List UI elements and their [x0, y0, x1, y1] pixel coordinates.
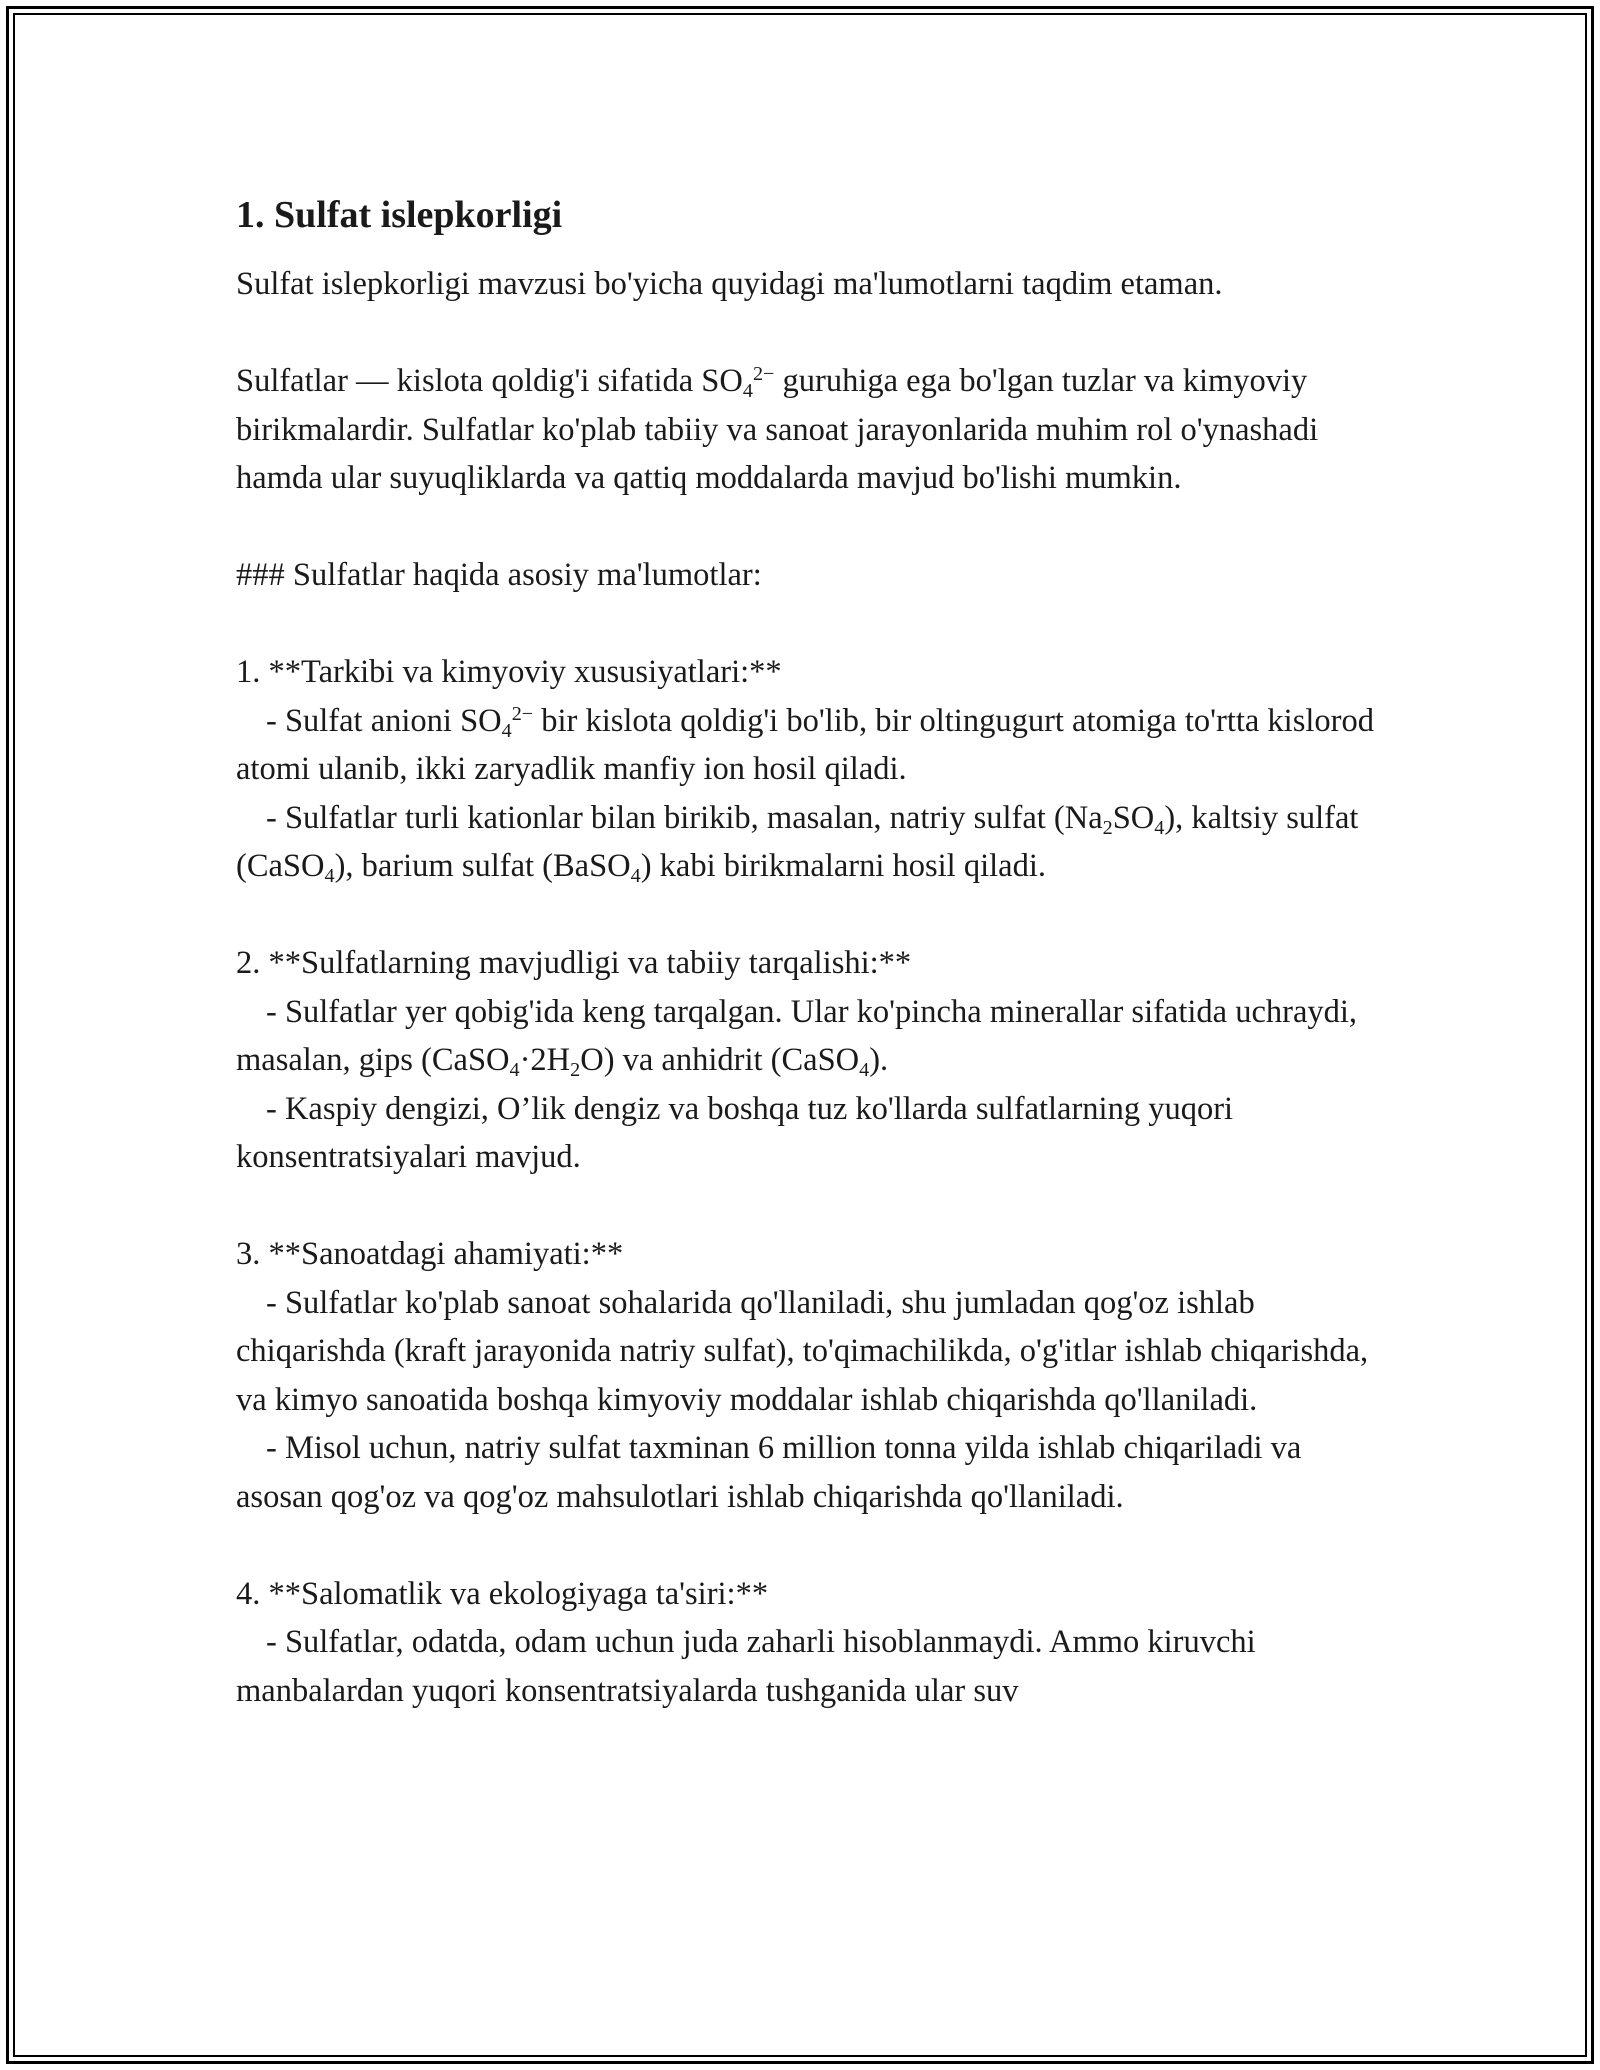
- spacer: [236, 1521, 1376, 1570]
- spacer: [236, 503, 1376, 552]
- spacer: [236, 891, 1376, 940]
- document-title: 1. Sulfat islepkorligi: [236, 194, 563, 236]
- subscript: 2: [1102, 816, 1113, 839]
- subscript: 4: [859, 1059, 870, 1082]
- bullet-text: - Sulfatlar turli kationlar bilan birikib, masalan, natriy sulfat (Na: [266, 799, 1103, 836]
- subscript: 4: [501, 719, 512, 742]
- bullet-text: - Sulfatlar yer qobig'ida keng tarqalgan. Ular ko'pincha minerallar sifatida uchraydi, masalan, gips (CaSO: [236, 993, 1358, 1078]
- section-1-heading: 1. **Tarkibi va kimyoviy xususiyatlari:**: [236, 654, 782, 690]
- section-heading: ### Sulfatlar haqida asosiy ma'lumotlar:: [236, 557, 762, 593]
- section-1-bullet-2: [236, 794, 1376, 891]
- bullet-text: SO: [1112, 799, 1155, 836]
- superscript: 2−: [511, 702, 534, 725]
- section-1-bullet-1: [236, 697, 1376, 794]
- intro-paragraph: Sulfat islepkorligi mavzusi bo'yicha quyidagi ma'lumotlarni taqdim etaman.: [236, 266, 1223, 302]
- section-4-bullet-1: - Sulfatlar, odatda, odam uchun juda zaharli hisoblanmaydi. Ammo kiruvchi manbalardan yuqori konsentratsiyalarda tushganida ular suv: [236, 1624, 1256, 1709]
- subscript: 4: [324, 865, 335, 888]
- section-2-bullet-1: [236, 988, 1376, 1085]
- subscript: 4: [742, 380, 753, 403]
- bullet-text: - Sulfat anioni SO: [266, 702, 502, 739]
- bullet-text: O) va anhidrit (CaSO: [580, 1042, 860, 1078]
- bullet-text: ).: [869, 1042, 889, 1078]
- bullet-text: ), kaltsiy sulfat (CaSO: [236, 799, 1359, 884]
- spacer: [236, 1182, 1376, 1231]
- section-2-heading: 2. **Sulfatlarning mavjudligi va tabiiy tarqalishi:**: [236, 945, 912, 981]
- subscript: 4: [1154, 816, 1165, 839]
- section-4-heading: 4. **Salomatlik va ekologiyaga ta'siri:**: [236, 1575, 769, 1612]
- superscript: 2−: [752, 362, 775, 385]
- spacer: [236, 309, 1376, 358]
- subscript: 4: [509, 1059, 520, 1082]
- section-3-bullet-2: - Misol uchun, natriy sulfat taxminan 6 million tonna yilda ishlab chiqariladi va asosan qog'oz va qog'oz mahsulotlari ishlab chiqarishda qo'llaniladi.: [236, 1430, 1302, 1515]
- bullet-text: ) kabi birikmalarni hosil qiladi.: [640, 848, 1046, 884]
- section-3-heading: 3. **Sanoatdagi ahamiyati:**: [236, 1236, 624, 1272]
- section-3-bullet-1: - Sulfatlar ko'plab sanoat sohalarida qo'llaniladi, shu jumladan qog'oz ishlab chiqarishda (kraft jarayonida natriy sulfat), to'qimachilikda, o'g'itlar ishlab chiqarishda, va kimyo sanoatida boshqa kimyoviy moddalar ishlab chiqarishda qo'llaniladi.: [236, 1284, 1369, 1418]
- bullet-text: ·2H: [519, 1042, 571, 1078]
- document-body: [236, 190, 1376, 1715]
- spacer: [236, 600, 1376, 649]
- bullet-text: ), barium sulfat (BaSO: [334, 848, 631, 884]
- bullet-text: bir kislota qoldig'i bo'lib, bir oltingugurt atomiga to'rtta kislorod atomi ulanib, ikki zaryadlik manfiy ion hosil qiladi.: [236, 702, 1374, 787]
- definition-paragraph: [236, 357, 1376, 503]
- subscript: 4: [630, 865, 641, 888]
- definition-text-1: Sulfatlar — kislota qoldig'i sifatida SO: [236, 363, 743, 399]
- section-2-bullet-2: - Kaspiy dengizi, O’lik dengiz va boshqa tuz ko'llarda sulfatlarning yuqori konsentratsiyalari mavjud.: [236, 1090, 1234, 1175]
- subscript: 2: [570, 1059, 581, 1082]
- definition-text-2: guruhiga ega bo'lgan tuzlar va kimyoviy birikmalardir. Sulfatlar ko'plab tabiiy va sanoat jarayonlarida muhim rol o'ynashadi hamda ular suyuqliklarda va qattiq moddalarda mavjud bo'lishi mumkin.: [236, 363, 1319, 496]
